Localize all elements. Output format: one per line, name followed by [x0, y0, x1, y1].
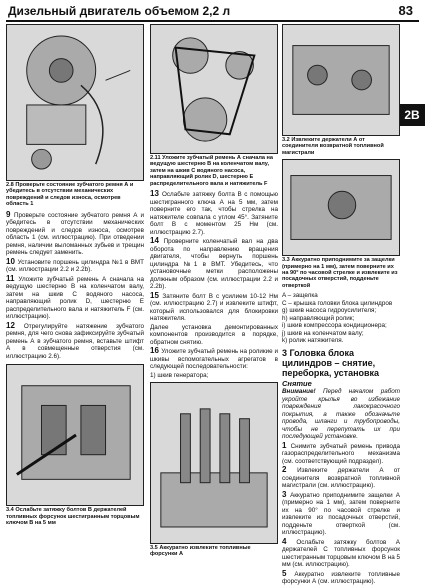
figure-3-5-drawing [151, 383, 277, 543]
legend [282, 292, 400, 345]
page-number: 83 [398, 3, 413, 18]
para-13: 13 Ослабьте затяжку болта В с помощью шестигранного ключа А на 5 мм, затем поверните его так, чтобы стрелка на натяжителе совпала с углом 45°. Затяните болт В с моментом 25 Нм (см. иллюстрацию 2.7). [150, 189, 278, 236]
step-1: 1 Снимите зубчатый ремень привода газораспределительного механизма (см. соответствующий подраздел). [282, 440, 401, 465]
legend-item: k) ролик натяжителя. [282, 337, 344, 345]
running-header-title: Дизельный двигатель объемом 2,2 л [8, 4, 231, 18]
step-3: 3 Аккуратно приподнимите защелки А (примерно на 1 мм), затем поверните их на 90° по часовой стрелке и извлеките из посадочных отверстий, подденьте отверткой (см. иллюстрацию). [282, 489, 401, 537]
para-10: 10 Установите поршень цилиндра №1 в ВМТ (см. иллюстрации 2.2 и 2.2b). [6, 256, 144, 274]
legend-item: g) шкив насоса гидроусилителя; [282, 307, 377, 315]
para-16-item: 1) шкив генератора; [150, 371, 209, 379]
chapter-tab: 2В [399, 104, 425, 126]
figure-3-2-drawing [283, 25, 399, 135]
figure-3-2 [282, 24, 400, 136]
figure-3-4 [6, 364, 144, 506]
figure-3-3-drawing [283, 160, 399, 255]
column-left [6, 24, 144, 529]
figure-2-11-caption: 2.11 Уложите зубчатый ремень А сначала на ведущую шестерню В на коленчатом валу, затем на шкив С водяного насоса, направляющий ролик D, шестерню E распределительного вала и натяжитель F [150, 155, 274, 187]
figure-3-3 [282, 159, 400, 256]
column-right [282, 24, 400, 587]
warning: Внимание! Перед началом работ укройте крылья во избежание повреждения лакокрасочного покрытия, а также обозначьте провода, шланги и трубопроводы, чтобы не перепутать их при последующей установке. [282, 388, 400, 441]
legend-item: i) шкив компрессора кондиционера; [282, 322, 387, 330]
para-reassembly: Далее установка демонтированных компонентов производится в порядке, обратном снятию. [150, 323, 278, 346]
figure-3-4-drawing [7, 365, 143, 505]
header-rule [6, 20, 419, 22]
figure-3-2-caption: 3.2 Извлеките держатели А от соединителя возвратной топливной магистрали [282, 137, 384, 156]
para-15: 15 Затяните болт В с усилием 10-12 Нм (см. иллюстрацию 2.7) и извлеките штифт, который использовался для блокировки натяжителя. [150, 290, 278, 323]
legend-item: h) направляющий ролик; [282, 314, 355, 322]
figure-2-8-caption: 2.8 Проверьте состояние зубчатого ремня А и убедитесь в отсутствии механических повреждений и следов износа, осмотрев область 1 [6, 182, 134, 208]
para-14: 14 Проверните коленчатый вал на два оборота по направлению вращения двигателя, чтобы вернуть поршень цилиндра №1 в ВМТ. Убедитесь, что установочные метки расположены должным образом (см. иллюстрации 2.2 и 2.2b). [150, 236, 278, 291]
figure-2-8-drawing [7, 25, 143, 180]
figure-3-5 [150, 382, 278, 544]
step-5: 5 Аккуратно извлеките топливные форсунки А (см. иллюстрацию). [282, 568, 400, 586]
legend-item: A – защелка [282, 292, 318, 300]
figure-2-11-drawing [151, 25, 277, 153]
step-2: 2 Извлеките держатели А от соединителя возвратной топливной магистрали (см. иллюстрацию). [282, 465, 400, 490]
legend-item: C – крышка головки блока цилиндров [282, 299, 393, 307]
para-12: 12 Отрегулируйте натяжение зубчатого ремня, для чего снова зафиксируйте зубчатый ремень А в зубчатого ремня, вставьте штифт А в совмещенные отверстия (см. иллюстрацию 2.6). [6, 320, 144, 360]
figure-2-8 [6, 24, 144, 181]
figure-3-4-caption: 3.4 Ослабьте затяжку болтов В держателей топливных форсунок шестигранным торцовым ключом В на 5 мм [6, 507, 140, 526]
figure-2-11 [150, 24, 278, 154]
para-9: 9 Проверьте состояние зубчатого ремня А и убедитесь в отсутствии механических повреждений и следов износа, осмотрев область 1 (см. иллюстрацию). При отведении ремня, наличии выломанных зубьев и трещин ремень следует заменить. [6, 209, 144, 257]
legend-item: j) шкив на коленчатом валу; [282, 329, 364, 337]
step-4: 4 Ослабьте затяжку болтов А держателей С топливных форсунок шестигранным торцовым ключом В на 5 мм (см. иллюстрацию). [282, 536, 401, 569]
para-11: 11 Уложите зубчатый ремень А сначала на ведущую шестерню В на коленчатом валу, затем на шкив С водяного насоса, направляющий ролик D, шестерню E распределительного вала и натяжитель F (см. иллюстрацию). [6, 273, 144, 321]
section-title: 3 Головка блока цилиндров – снятие, переборка, установка [282, 347, 380, 378]
subsection-title: Снятие [282, 378, 312, 388]
figure-3-3-caption: 3.3 Аккуратно приподнимите за защелки (примерно на 1 мм), затем поверните их на 90° по часовой стрелке и извлеките из посадочных отверстий, подденьте отверткой [282, 257, 398, 289]
figure-3-5-caption: 3.5 Аккуратно извлеките топливные форсунки А [150, 545, 251, 558]
column-middle [150, 24, 278, 561]
para-16: 16 Уложите зубчатый ремень на роликие и шкивы вспомогательных агрегатов в следующей последовательности: [150, 346, 278, 371]
